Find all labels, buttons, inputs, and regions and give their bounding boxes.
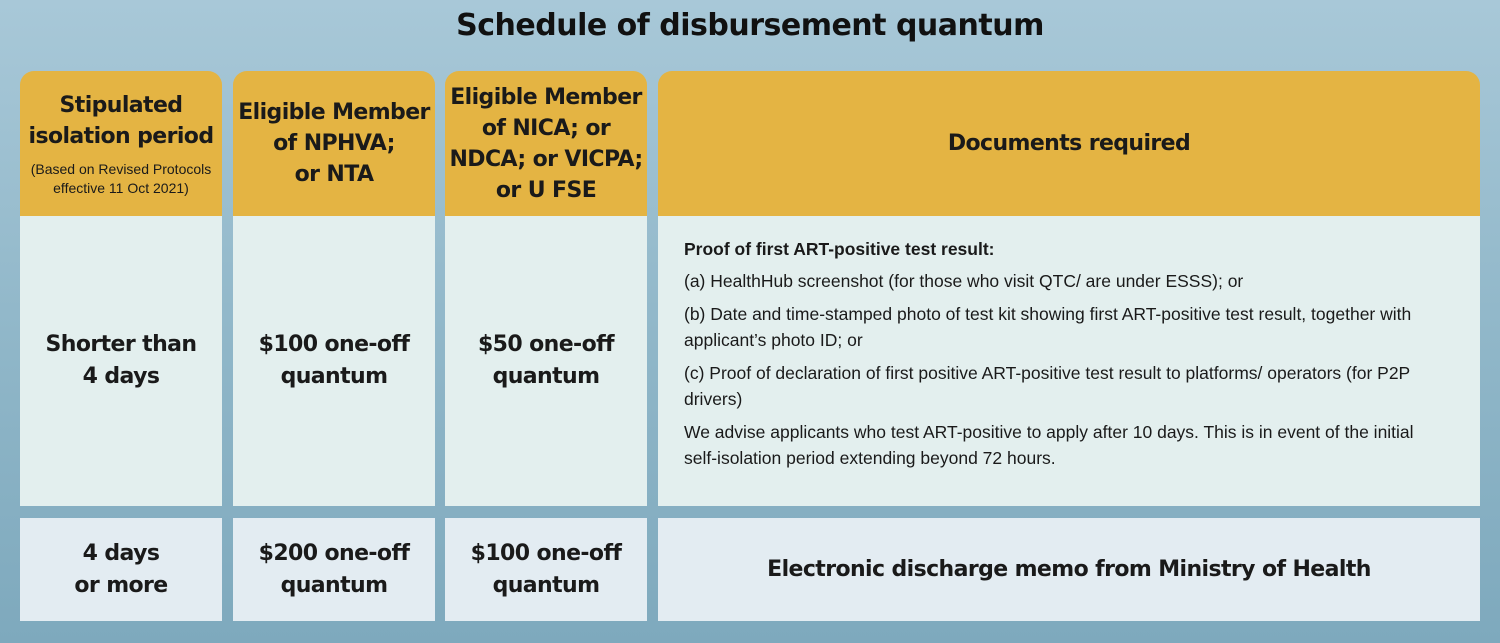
header-nica-ndca-vicpa-label: Eligible Member of NICA; or NDCA; or VICPA; or U FSE [449,84,643,203]
documents-item-a: (a) HealthHub screenshot (for those who visit QTC/ are under ESSS); or [684,271,1244,291]
documents-item-b: (b) Date and time-stamped photo of test kit showing first ART-positive test result, together with applicant’s photo ID; or [684,304,1412,350]
header-documents-required [658,71,1480,216]
period-value: 4 days or more [74,540,168,598]
header-isolation-period [20,71,222,216]
header-isolation-period-note: (Based on Revised Protocols effective 11 Oct 2021) [30,160,212,196]
documents-lead: Proof of first ART-positive test result: [684,239,995,259]
header-nphva-nta [233,71,435,216]
table-row-1-period [20,216,222,506]
discharge-memo-text: Electronic discharge memo from Ministry of Health [767,556,1371,582]
header-nica-ndca-vicpa [445,71,647,216]
table-row-1-nica-amount [445,216,647,506]
table-row-1-nphva-amount [233,216,435,506]
table-row-2-nica-amount [445,518,647,621]
header-nphva-nta-label: Eligible Member of NPHVA; or NTA [238,100,430,187]
amount-value: $100 one-off quantum [470,540,622,598]
table-row-2-documents [658,518,1480,621]
documents-item-c: (c) Proof of declaration of first positive ART-positive test result to platforms/ operators (for P2P drivers) [684,363,1410,409]
table-row-2-nphva-amount [233,518,435,621]
table-row-2-period [20,518,222,621]
amount-value: $50 one-off quantum [477,332,615,389]
period-value: Shorter than 4 days [45,332,197,389]
table-row-1-documents [658,216,1480,506]
header-documents-required-label: Documents required [947,131,1191,156]
amount-value: $200 one-off quantum [258,540,410,598]
header-isolation-period-label: Stipulated isolation period [28,92,214,149]
documents-advice: We advise applicants who test ART-positive to apply after 10 days. This is in event of the initial self-isolation period extending beyond 72 hours. [684,422,1414,468]
amount-value: $100 one-off quantum [258,332,410,389]
page-title: Schedule of disbursement quantum [456,8,1044,43]
